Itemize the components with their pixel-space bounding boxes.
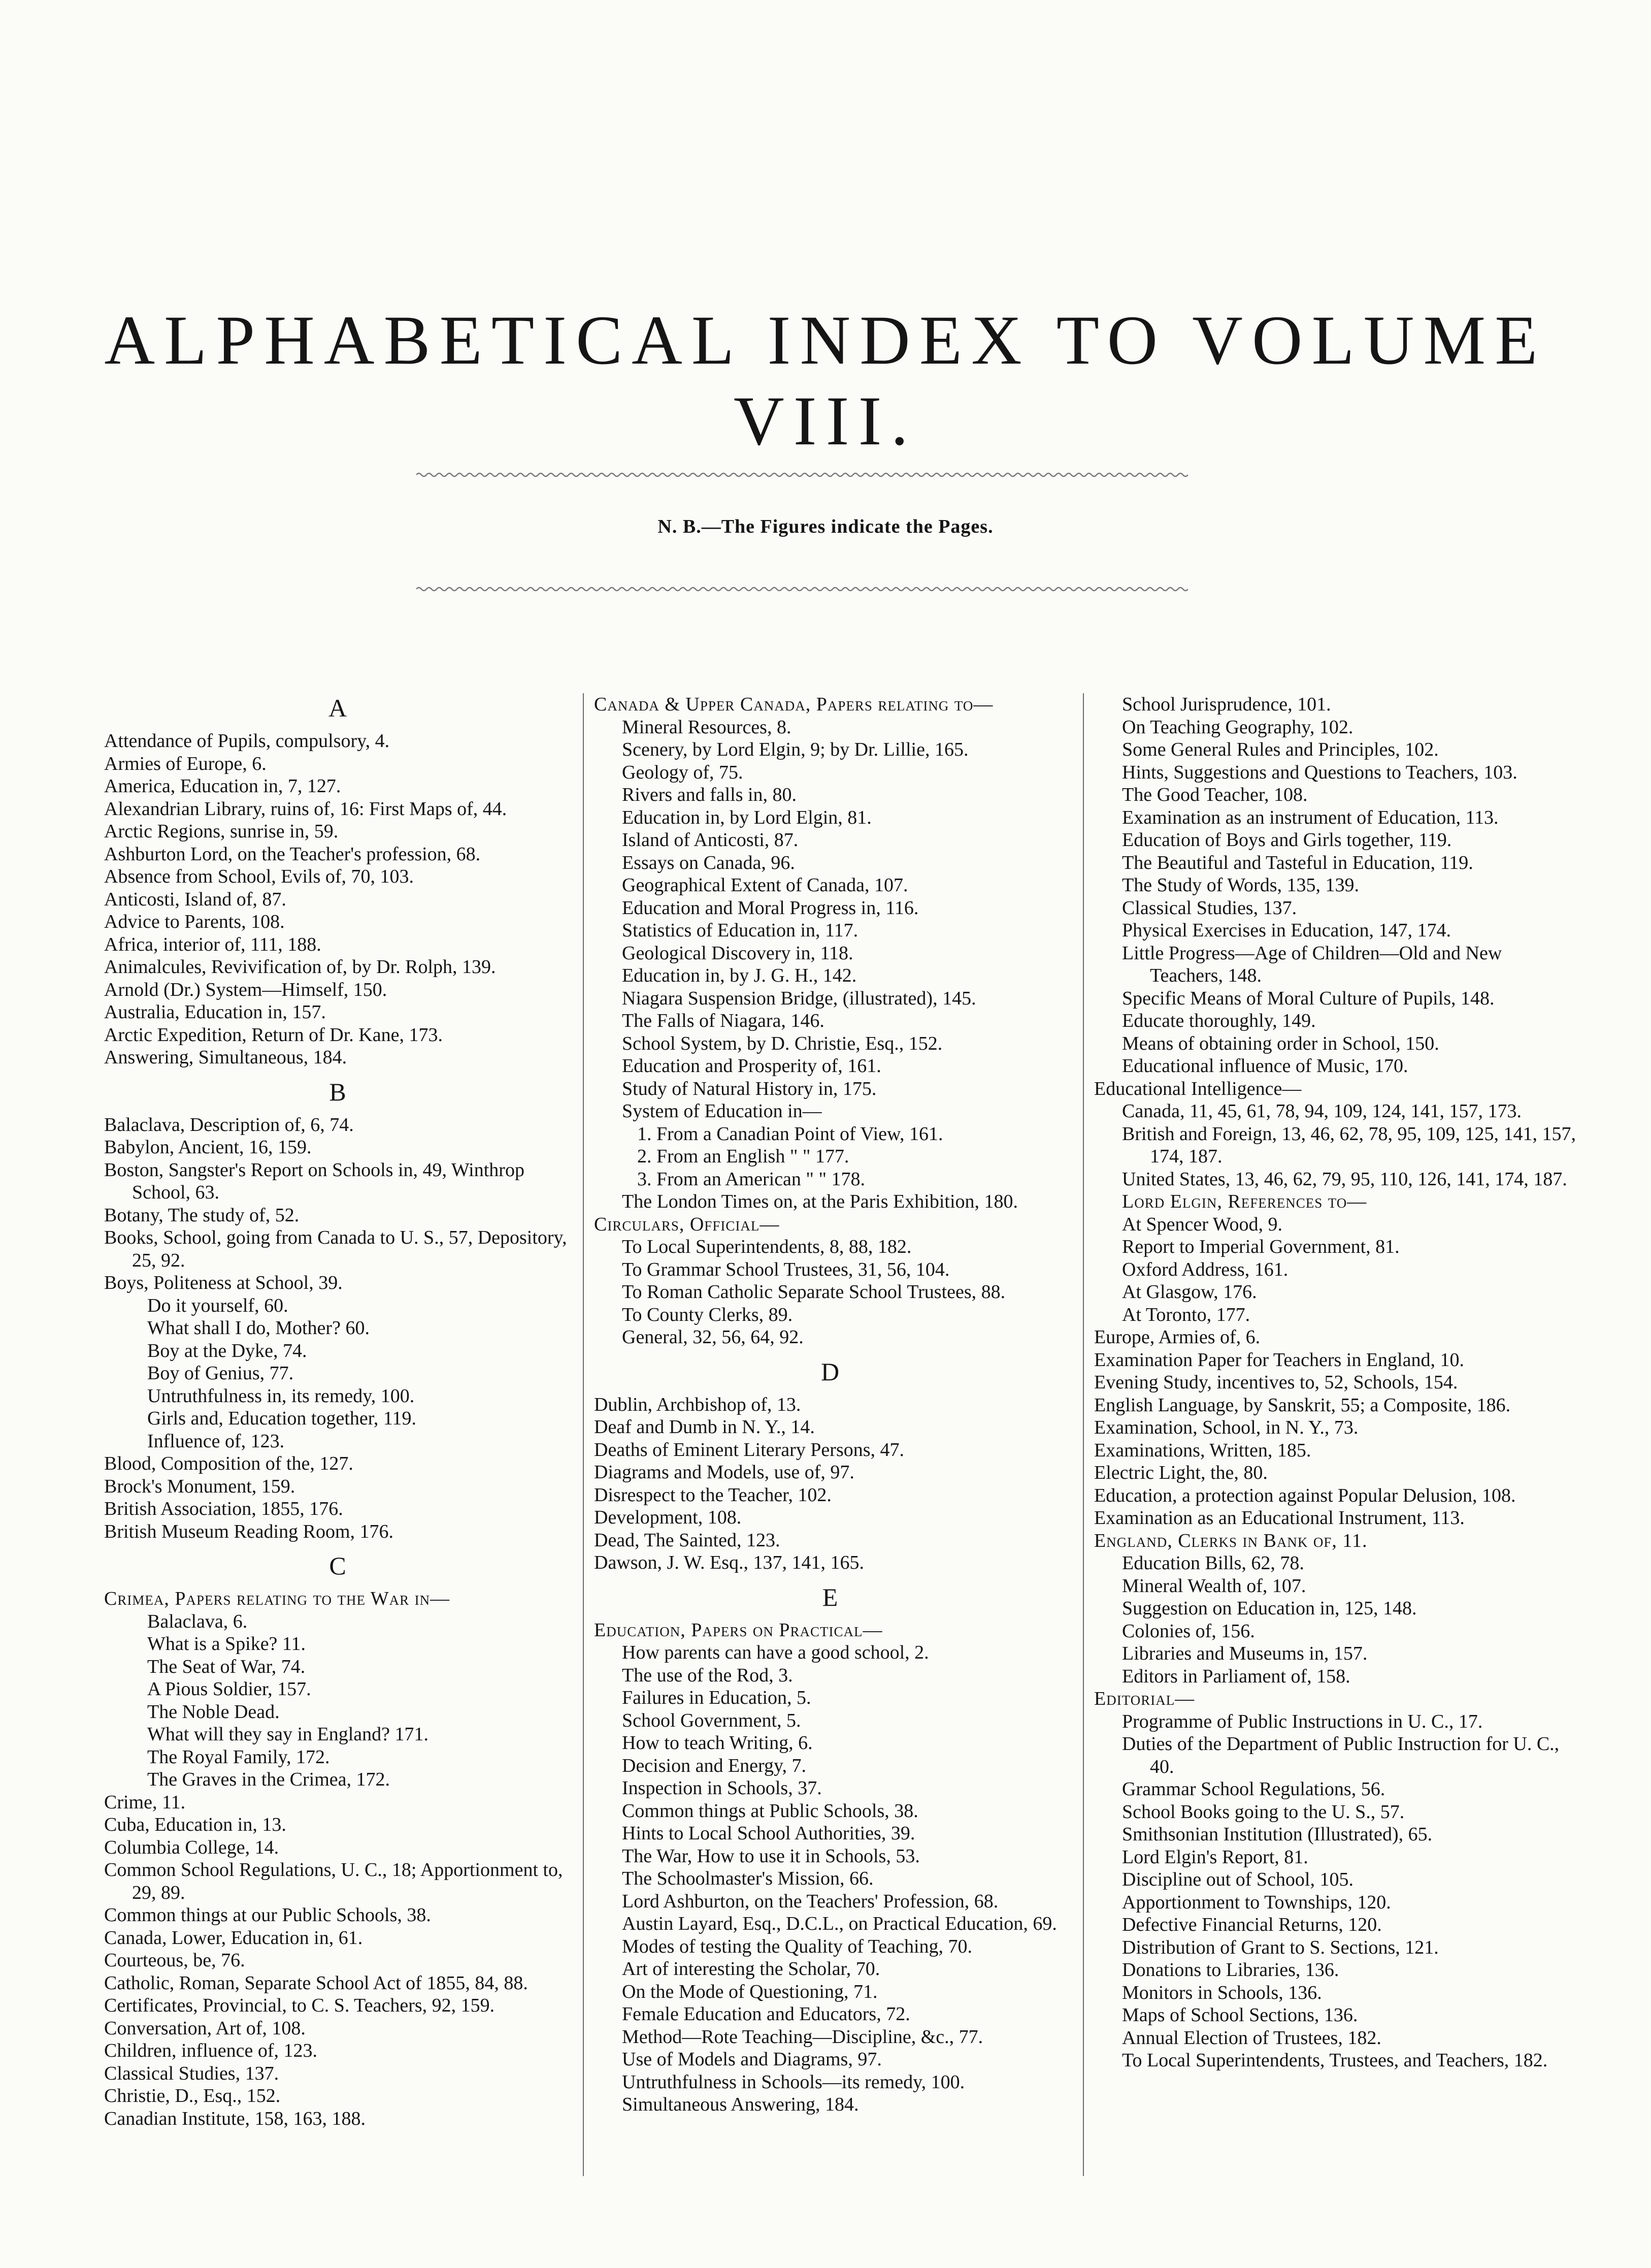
index-subentry: What is a Spike? 11.: [147, 1633, 306, 1655]
index-subentry: On the Mode of Questioning, 71.: [622, 1981, 878, 2002]
index-entry: Crime, 11.: [104, 1791, 186, 1813]
index-entry: Deaths of Eminent Literary Persons, 47.: [594, 1439, 905, 1461]
index-subentry: School Books going to the U. S., 57.: [1122, 1801, 1405, 1823]
index-subentry: To Local Superintendents, 8, 88, 182.: [622, 1236, 912, 1257]
index-subentry: Examination as an instrument of Education, 113.: [1122, 806, 1499, 828]
index-subentry: At Spencer Wood, 9.: [1122, 1213, 1283, 1235]
index-entry: Education, a protection against Popular Delusion, 108.: [1094, 1484, 1516, 1506]
index-entry: Christie, D., Esq., 152.: [104, 2085, 281, 2107]
section-letter: B: [329, 1077, 346, 1106]
section-letter: A: [328, 694, 347, 722]
index-subentry: Decision and Energy, 7.: [622, 1755, 807, 1776]
index-subentry: Distribution of Grant to S. Sections, 121.: [1122, 1936, 1439, 1958]
index-subentry: System of Education in—: [622, 1100, 822, 1122]
index-subentry: Monitors in Schools, 136.: [1122, 1982, 1322, 2003]
index-subentry: To Grammar School Trustees, 31, 56, 104.: [622, 1258, 950, 1280]
index-subentry: United States, 13, 46, 62, 79, 95, 110, 126, 141, 174, 187.: [1122, 1168, 1567, 1190]
index-subentry: 2. From an English " " 177.: [637, 1146, 849, 1167]
index-entry: Europe, Armies of, 6.: [1094, 1326, 1261, 1348]
index-subentry: Influence of, 123.: [147, 1430, 285, 1452]
index-entry: English Language, by Sanskrit, 55; a Composite, 186.: [1094, 1394, 1511, 1416]
index-entry: Examinations, Written, 185.: [1094, 1439, 1311, 1461]
index-subentry: Education in, by J. G. H., 142.: [622, 965, 857, 986]
index-subentry: Educate thoroughly, 149.: [1122, 1010, 1316, 1031]
index-subentry: The Falls of Niagara, 146.: [622, 1010, 824, 1031]
index-entry: Boys, Politeness at School, 39.: [104, 1272, 343, 1293]
index-subentry: Oxford Address, 161.: [1122, 1258, 1289, 1280]
index-entry: Books, School, going from Canada to U. S., 57, Depository, 25, 92.: [104, 1227, 567, 1271]
index-subentry: Modes of testing the Quality of Teaching, 70.: [622, 1935, 973, 1957]
index-subentry: Defective Financial Returns, 120.: [1122, 1914, 1382, 1935]
section-letter: C: [329, 1551, 346, 1580]
index-subentry: School System, by D. Christie, Esq., 152.: [622, 1032, 943, 1054]
index-heading: England, Clerks in Bank of, 11.: [1094, 1530, 1368, 1551]
index-subentry: The Good Teacher, 108.: [1122, 784, 1308, 805]
index-entry: America, Education in, 7, 127.: [104, 775, 341, 797]
index-entry: Cuba, Education in, 13.: [104, 1814, 286, 1835]
index-subentry: 3. From an American " " 178.: [637, 1168, 865, 1190]
index-entry: Catholic, Roman, Separate School Act of 1855, 84, 88.: [104, 1972, 528, 1994]
index-entry: Examination as an Educational Instrument, 113.: [1094, 1507, 1465, 1529]
index-subentry: Niagara Suspension Bridge, (illustrated), 145.: [622, 987, 976, 1009]
index-entry: Ashburton Lord, on the Teacher's profession, 68.: [104, 843, 481, 865]
index-subentry: Donations to Libraries, 136.: [1122, 1959, 1339, 1981]
index-entry: Courteous, be, 76.: [104, 1950, 245, 1971]
index-subentry: Classical Studies, 137.: [1122, 897, 1297, 919]
index-entry: Africa, interior of, 111, 188.: [104, 933, 321, 955]
index-subentry: Education Bills, 62, 78.: [1122, 1552, 1304, 1574]
index-subentry: On Teaching Geography, 102.: [1122, 716, 1353, 738]
index-column-2: [594, 693, 1066, 2116]
index-heading: Circulars, Official—: [594, 1213, 780, 1235]
index-heading: Education, Papers on Practical—: [594, 1619, 883, 1641]
page-title: ALPHABETICAL INDEX TO VOLUME VIII.: [104, 301, 1547, 460]
pages-note: N. B.—The Figures indicate the Pages.: [657, 516, 994, 537]
index-subentry: Scenery, by Lord Elgin, 9; by Dr. Lillie, 165.: [622, 739, 969, 760]
index-subentry: Untruthfulness in, its remedy, 100.: [147, 1385, 415, 1407]
index-subentry: To Local Superintendents, Trustees, and Teachers, 182.: [1122, 2050, 1548, 2071]
index-subentry: 1. From a Canadian Point of View, 161.: [637, 1123, 943, 1145]
index-subentry: Maps of School Sections, 136.: [1122, 2004, 1358, 2026]
index-subentry: Balaclava, 6.: [147, 1610, 248, 1632]
index-subentry: The Beautiful and Tasteful in Education, 119.: [1122, 852, 1473, 873]
index-entry: Blood, Composition of the, 127.: [104, 1453, 353, 1474]
index-subentry: Grammar School Regulations, 56.: [1122, 1778, 1385, 1800]
index-subentry: General, 32, 56, 64, 92.: [622, 1326, 804, 1348]
index-subentry: School Jurisprudence, 101.: [1122, 694, 1331, 715]
index-subentry: Specific Means of Moral Culture of Pupils, 148.: [1122, 987, 1495, 1009]
index-subentry: Girls and, Education together, 119.: [147, 1408, 416, 1429]
index-subentry: Education in, by Lord Elgin, 81.: [622, 806, 872, 828]
index-subentry: Colonies of, 156.: [1122, 1620, 1255, 1642]
index-subentry: Lord Elgin's Report, 81.: [1122, 1846, 1308, 1868]
index-entry: Dublin, Archbishop of, 13.: [594, 1394, 801, 1415]
index-subentry: Geology of, 75.: [622, 761, 743, 783]
index-entry: Armies of Europe, 6.: [104, 753, 267, 774]
index-entry: Attendance of Pupils, compulsory, 4.: [104, 730, 390, 752]
index-entry: Advice to Parents, 108.: [104, 911, 285, 932]
index-subentry: Means of obtaining order in School, 150.: [1122, 1032, 1439, 1054]
index-subentry: The War, How to use it in Schools, 53.: [622, 1845, 920, 1867]
index-entry: Alexandrian Library, ruins of, 16: First Maps of, 44.: [104, 798, 507, 820]
index-subentry: The use of the Rod, 3.: [622, 1664, 793, 1686]
index-entry: Arnold (Dr.) System—Himself, 150.: [104, 979, 387, 1000]
index-entry: Evening Study, incentives to, 52, Schools, 154.: [1094, 1372, 1458, 1393]
index-subentry: Report to Imperial Government, 81.: [1122, 1236, 1400, 1257]
index-subentry: Education and Prosperity of, 161.: [622, 1055, 881, 1077]
index-entry: British Museum Reading Room, 176.: [104, 1520, 393, 1542]
index-subentry: Education of Boys and Girls together, 119.: [1122, 829, 1452, 851]
index-subentry: Education and Moral Progress in, 116.: [622, 897, 919, 919]
index-subentry: Geological Discovery in, 118.: [622, 942, 853, 964]
index-entry: Canadian Institute, 158, 163, 188.: [104, 2108, 366, 2129]
index-subentry: Suggestion on Education in, 125, 148.: [1122, 1598, 1417, 1619]
index-entry: Children, influence of, 123.: [104, 2040, 318, 2061]
index-entry: Anticosti, Island of, 87.: [104, 888, 286, 910]
index-entry: Dawson, J. W. Esq., 137, 141, 165.: [594, 1552, 865, 1573]
index-subentry: The London Times on, at the Paris Exhibition, 180.: [622, 1191, 1018, 1212]
index-subentry: Boy at the Dyke, 74.: [147, 1340, 307, 1362]
index-subentry: The Noble Dead.: [147, 1701, 280, 1723]
index-entry: Educational Intelligence—: [1094, 1078, 1302, 1099]
index-subentry: Apportionment to Townships, 120.: [1122, 1891, 1391, 1913]
index-subentry: Discipline out of School, 105.: [1122, 1869, 1353, 1890]
index-subentry: Common things at Public Schools, 38.: [622, 1800, 918, 1822]
index-entry: Columbia College, 14.: [104, 1836, 279, 1858]
index-column-1: [104, 693, 571, 2130]
index-subentry: What shall I do, Mother? 60.: [147, 1317, 370, 1339]
index-entry: Boston, Sangster's Report on Schools in, 49, Winthrop School, 63.: [104, 1159, 524, 1203]
index-subentry: Smithsonian Institution (Illustrated), 65.: [1122, 1824, 1433, 1845]
index-subentry: Duties of the Department of Public Instruction for U. C., 40.: [1122, 1733, 1560, 1777]
index-subentry: Little Progress—Age of Children—Old and New Teachers, 148.: [1122, 942, 1502, 986]
index-entry: Examination Paper for Teachers in England, 10.: [1094, 1349, 1464, 1371]
index-subentry: To County Clerks, 89.: [622, 1304, 793, 1325]
index-entry: Examination, School, in N. Y., 73.: [1094, 1417, 1359, 1438]
index-entry: Diagrams and Models, use of, 97.: [594, 1462, 854, 1483]
index-subentry: Failures in Education, 5.: [622, 1687, 811, 1708]
index-subentry: Method—Rote Teaching—Discipline, &c., 77.: [622, 2026, 983, 2048]
index-subentry: Island of Anticosti, 87.: [622, 829, 799, 851]
index-heading: Canada & Upper Canada, Papers relating to—: [594, 694, 994, 715]
index-subentry: Boy of Genius, 77.: [147, 1363, 294, 1384]
index-subentry: Austin Layard, Esq., D.C.L., on Practical Education, 69.: [622, 1913, 1057, 1934]
index-entry: Disrespect to the Teacher, 102.: [594, 1484, 832, 1506]
index-subentry: The Study of Words, 135, 139.: [1122, 874, 1360, 896]
index-subentry: Rivers and falls in, 80.: [622, 784, 797, 805]
index-entry: Arctic Expedition, Return of Dr. Kane, 173.: [104, 1024, 443, 1046]
index-subentry: Inspection in Schools, 37.: [622, 1777, 822, 1799]
index-subentry: At Glasgow, 176.: [1122, 1281, 1257, 1303]
index-heading: Crimea, Papers relating to the War in—: [104, 1588, 450, 1609]
index-subentry: Study of Natural History in, 175.: [622, 1078, 877, 1099]
index-column-3: [1094, 693, 1576, 2072]
index-subentry: Annual Election of Trustees, 182.: [1122, 2027, 1381, 2049]
index-subentry: Physical Exercises in Education, 147, 174.: [1122, 920, 1451, 941]
index-subentry: Simultaneous Answering, 184.: [622, 2094, 859, 2115]
index-entry: Dead, The Sainted, 123.: [594, 1529, 780, 1551]
index-subentry: The Schoolmaster's Mission, 66.: [622, 1868, 874, 1889]
index-subentry: School Government, 5.: [622, 1709, 801, 1731]
index-subentry: Do it yourself, 60.: [147, 1294, 288, 1316]
index-entry: British Association, 1855, 176.: [104, 1498, 343, 1519]
index-entry: Electric Light, the, 80.: [1094, 1462, 1268, 1483]
index-subentry: What will they say in England? 171.: [147, 1724, 429, 1745]
index-subentry: Untruthfulness in Schools—its remedy, 100.: [622, 2071, 965, 2093]
index-entry: Common things at our Public Schools, 38.: [104, 1904, 431, 1926]
ornamental-rule-top: [416, 467, 1188, 482]
index-entry: Babylon, Ancient, 16, 159.: [104, 1137, 312, 1158]
index-subentry: Essays on Canada, 96.: [622, 852, 795, 873]
index-subentry: Hints to Local School Authorities, 39.: [622, 1823, 915, 1844]
index-entry: Absence from School, Evils of, 70, 103.: [104, 866, 414, 887]
section-letter: E: [822, 1582, 838, 1611]
section-letter: D: [820, 1357, 840, 1386]
index-subentry: Mineral Resources, 8.: [622, 716, 791, 738]
index-subentry: To Roman Catholic Separate School Trustees, 88.: [622, 1281, 1006, 1303]
index-entry: Balaclava, Description of, 6, 74.: [104, 1114, 354, 1136]
index-subentry: Art of interesting the Scholar, 70.: [622, 1958, 880, 1980]
index-subentry: Educational influence of Music, 170.: [1122, 1055, 1408, 1077]
index-entry: Answering, Simultaneous, 184.: [104, 1047, 347, 1068]
index-subentry: Hints, Suggestions and Questions to Teachers, 103.: [1122, 761, 1517, 783]
index-subentry: At Toronto, 177.: [1122, 1304, 1250, 1325]
index-subentry: British and Foreign, 13, 46, 62, 78, 95, 109, 125, 141, 157, 174, 187.: [1122, 1123, 1576, 1167]
ornamental-rule-bottom: [416, 581, 1188, 597]
index-subentry: Female Education and Educators, 72.: [622, 2003, 910, 2025]
index-subentry: Use of Models and Diagrams, 97.: [622, 2049, 882, 2070]
index-entry: Canada, Lower, Education in, 61.: [104, 1927, 363, 1949]
index-entry: Certificates, Provincial, to C. S. Teachers, 92, 159.: [104, 1995, 495, 2016]
index-subentry: The Seat of War, 74.: [147, 1656, 306, 1677]
index-subentry: Libraries and Museums in, 157.: [1122, 1643, 1368, 1664]
index-subentry: How parents can have a good school, 2.: [622, 1642, 929, 1663]
index-entry: Australia, Education in, 157.: [104, 1001, 326, 1023]
index-subentry: Mineral Wealth of, 107.: [1122, 1575, 1306, 1597]
index-entry: Conversation, Art of, 108.: [104, 2017, 306, 2039]
index-subentry: The Graves in the Crimea, 172.: [147, 1769, 390, 1790]
index-subentry: Some General Rules and Principles, 102.: [1122, 739, 1439, 760]
index-subentry: Canada, 11, 45, 61, 78, 94, 109, 124, 141, 157, 173.: [1122, 1100, 1522, 1122]
index-subentry: Geographical Extent of Canada, 107.: [622, 874, 908, 896]
index-subentry: Lord Ashburton, on the Teachers' Profession, 68.: [622, 1890, 999, 1912]
index-entry: Animalcules, Revivification of, by Dr. Rolph, 139.: [104, 956, 496, 978]
index-subentry: Statistics of Education in, 117.: [622, 920, 858, 941]
index-entry: Botany, The study of, 52.: [104, 1204, 300, 1226]
index-subentry: A Pious Soldier, 157.: [147, 1678, 311, 1700]
index-entry: Classical Studies, 137.: [104, 2062, 279, 2084]
index-heading: Lord Elgin, References to—: [1122, 1191, 1367, 1212]
index-subentry: How to teach Writing, 6.: [622, 1732, 813, 1754]
index-subentry: The Royal Family, 172.: [147, 1746, 330, 1768]
index-entry: Brock's Monument, 159.: [104, 1475, 295, 1497]
index-subentry: Programme of Public Instructions in U. C., 17.: [1122, 1710, 1483, 1732]
index-entry: Development, 108.: [594, 1507, 742, 1528]
index-heading: Editorial—: [1094, 1688, 1195, 1709]
index-entry: Common School Regulations, U. C., 18; Apportionment to, 29, 89.: [104, 1859, 563, 1903]
index-entry: Arctic Regions, sunrise in, 59.: [104, 821, 339, 842]
index-subentry: Editors in Parliament of, 158.: [1122, 1665, 1350, 1687]
index-entry: Deaf and Dumb in N. Y., 14.: [594, 1416, 815, 1438]
